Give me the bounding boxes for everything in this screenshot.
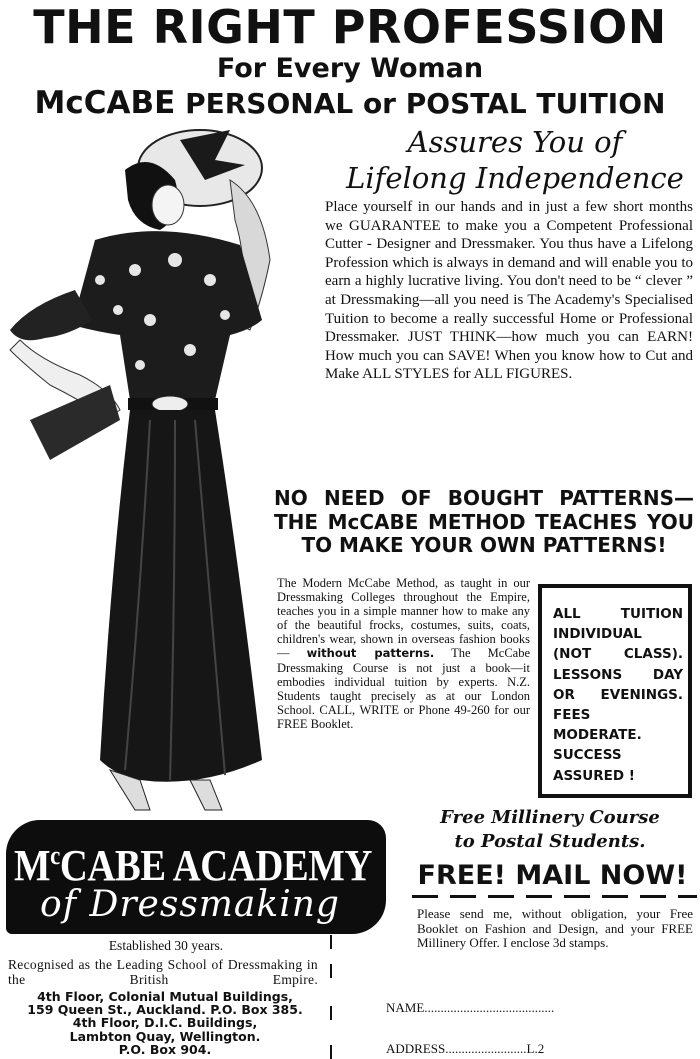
- headline-title: THE RIGHT PROFESSION: [33, 0, 667, 54]
- face: [152, 185, 184, 225]
- address-line: Lambton Quay, Wellington.: [69, 1028, 261, 1044]
- coupon-ref: L.2: [526, 1041, 545, 1056]
- headline-subtitle: For Every Woman: [216, 53, 484, 84]
- address-line: 4th Floor, Colonial Mutual Buildings,: [37, 989, 293, 1004]
- method-bold: without patterns.: [306, 646, 435, 661]
- coupon-address-field[interactable]: [386, 1041, 696, 1057]
- millinery-line-2: to Postal Students.: [454, 831, 646, 852]
- name-dots: ........................................: [424, 1000, 555, 1015]
- headline-tuition: [0, 86, 700, 121]
- address-line: P.O. Box 904.: [118, 1041, 212, 1057]
- address-dots: .........................: [445, 1041, 527, 1056]
- established: Established 30 years.: [108, 938, 224, 953]
- belt-buckle: [152, 396, 188, 412]
- subhead-line-2: Lifelong Independence: [346, 161, 684, 195]
- dress-illustration: [0, 120, 290, 820]
- name-label: NAME: [386, 1000, 425, 1015]
- academy-addresses: [4, 990, 326, 1056]
- patterns-heading: NO NEED OF BOUGHT PATTERNS— THE McCABE METHOD TEACHES YOU TO MAKE YOUR OWN PATTERNS!: [274, 486, 694, 557]
- coupon-name-field[interactable]: [386, 1000, 696, 1016]
- subhead-line-1: Assures You of: [407, 125, 623, 159]
- cut-line-4: [330, 1045, 332, 1059]
- method-paragraph: [277, 576, 530, 731]
- method-text-2: The McCabe Dressmaking Course is not just a book—it embodies individual tuition by experts. N.Z. Students taught precisely as at our London School. CALL, WRITE or Phone 49-260 for our FREE Booklet.: [277, 646, 530, 731]
- address-label: ADDRESS: [386, 1041, 446, 1056]
- recognised: Recognised as the Leading School of Dressmaking in the British Empire.: [8, 957, 318, 987]
- headline-brand: McCABE: [34, 85, 176, 121]
- cut-line-3: [330, 1006, 332, 1020]
- coupon-text: Please send me, without obligation, your Free Booklet on Fashion and Design, and your FREE Millinery Offer. I enclose 3d stamps.: [417, 906, 693, 950]
- millinery-line-1: Free Millinery Course: [440, 807, 660, 828]
- academy-logo-script: of Dressmaking: [40, 884, 340, 925]
- tuition-box-text: ALL TUITION INDIVIDUAL (NOT CLASS). LESSONS DAY OR EVENINGS. FEES MODERATE. SUCCESS ASSURED !: [553, 606, 683, 784]
- coupon-dash-border: [412, 895, 697, 898]
- cut-line-1: [330, 935, 332, 949]
- millinery-offer: [410, 806, 690, 854]
- logo-title-text: CABE ACADEMY: [59, 841, 372, 890]
- logo-sup: c: [50, 841, 60, 870]
- cut-line-2: [330, 964, 332, 978]
- bodice: [72, 231, 262, 406]
- address-line: 159 Queen St., Auckland. P.O. Box 385.: [27, 1002, 303, 1018]
- intro-paragraph: Place yourself in our hands and in just a few short months we GUARANTEE to make you a Competent Professional Cutter - Designer and Dressmaker. You thus have a Lifelong Profession which is always in demand and will enable you to earn a highly lucrative living. You don't need to be “ clever ” at Dressmaking—all you need is The Academy's Specialised Tuition to become a really successful Home or Professional Dressmaker. JUST THINK—how much you can EARN! How much you can SAVE! When you know how to Cut and Make ALL STYLES for ALL FIGURES.: [325, 199, 693, 383]
- skirt: [100, 410, 262, 782]
- address-line: 4th Floor, D.I.C. Buildings,: [72, 1015, 258, 1031]
- headline-tuition-text: PERSONAL or POSTAL TUITION: [175, 87, 666, 120]
- subhead: [330, 124, 700, 196]
- logo-prefix: M: [14, 841, 51, 890]
- coupon-heading: FREE! MAIL NOW!: [417, 860, 688, 891]
- academy-logo-title: [14, 832, 372, 890]
- method-text-1: The Modern McCabe Method, as taught in our Dressmaking Colleges throughout the Empire, teaches you in a simple manner how to make any of the beautiful frocks, costumes, suits, coats, children's wear, shown in overseas fashion books —: [277, 576, 530, 661]
